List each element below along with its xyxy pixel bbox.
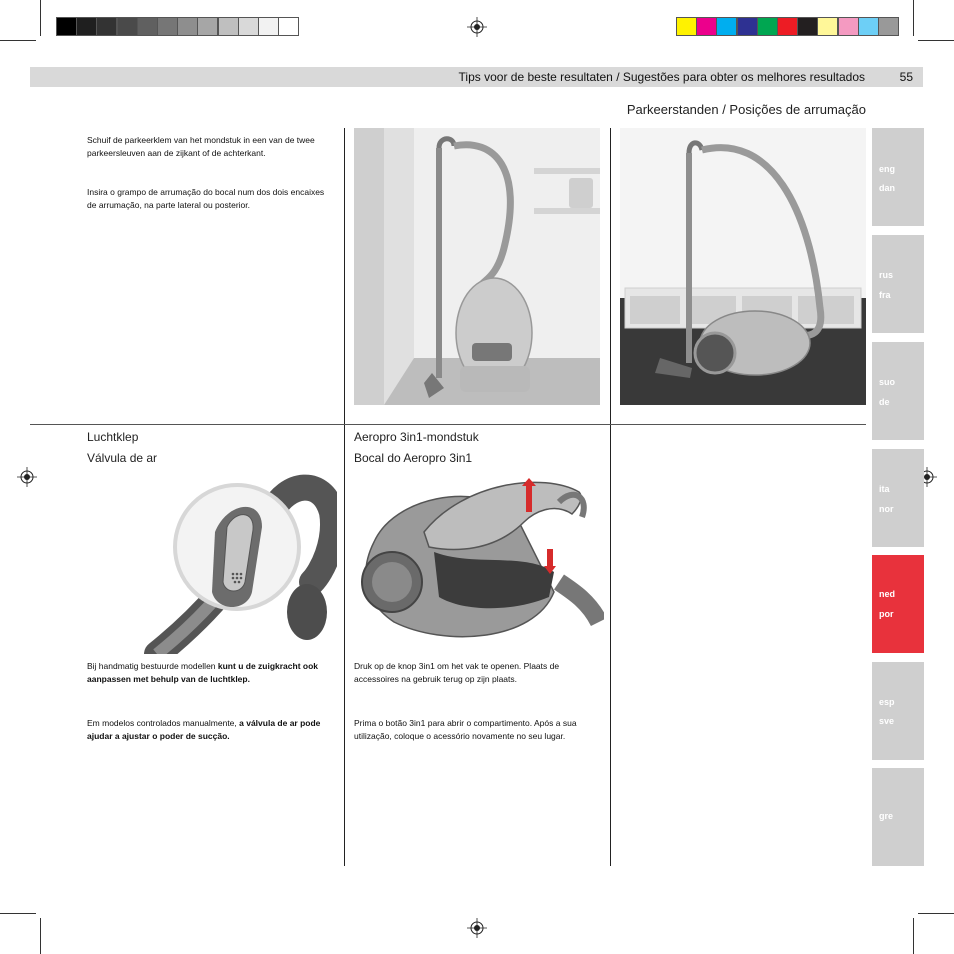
tab-label: por [879, 609, 894, 619]
air-valve-text-pt-plain: Em modelos controlados manualmente, [87, 718, 240, 728]
parking-text-pt: Insira o grampo de arrumação do bocal num dos dois encaixes de arrumação, na parte lateral ou posterior. [87, 187, 325, 210]
gray-swatch [96, 17, 117, 36]
tab-label: fra [879, 290, 891, 300]
color-swatch [716, 17, 737, 36]
air-valve-heading-nl: Luchtklep [87, 430, 139, 444]
air-valve-text-nl-bold: kunt u de zuigkracht ook aanpassen met behulp van de luchtklep. [87, 661, 319, 684]
gray-swatch [278, 17, 299, 36]
aeropro-heading-nl: Aeropro 3in1-mondstuk [354, 430, 479, 444]
crop-mark-tr-v [913, 0, 914, 36]
tab-ned-por[interactable] [872, 555, 924, 653]
page-number: 55 [899, 70, 913, 84]
color-swatch [797, 17, 818, 36]
tab-label: de [879, 397, 890, 407]
air-valve-heading-pt: Válvula de ar [87, 451, 158, 465]
tab-label: gre [879, 811, 894, 821]
tab-suo-de[interactable] [872, 342, 924, 440]
crop-mark-bl-v [40, 918, 41, 954]
color-swatch [878, 17, 899, 36]
tab-label: ned [879, 589, 896, 599]
gray-swatch [56, 17, 77, 36]
tab-label: sve [879, 716, 895, 726]
aeropro-text-pt: Prima o botão 3in1 para abrir o compartimento. Após a sua utilização, coloque o acessório novamente no seu lugar. [354, 718, 577, 741]
tab-esp-sve[interactable] [872, 662, 924, 760]
aeropro-heading-pt: Bocal do Aeropro 3in1 [354, 451, 473, 465]
gray-swatch [117, 17, 138, 36]
header-title: Tips voor de beste resultaten / Sugestões para obter os melhores resultados [458, 70, 865, 84]
parking-text-nl: Schuif de parkeerklem van het mondstuk in een van de twee parkeersleuven aan de zijkant of de achterkant. [87, 135, 315, 158]
row-divider [30, 424, 866, 425]
tab-rus-fra[interactable] [872, 235, 924, 333]
air-valve-text-pt [87, 717, 332, 742]
tab-label: eng [879, 164, 896, 174]
tab-label: nor [879, 504, 894, 514]
tab-gre[interactable] [872, 768, 924, 866]
air-valve-text-nl-plain: Bij handmatig bestuurde modellen [87, 661, 218, 671]
registration-target-icon [467, 918, 487, 938]
crop-mark-br-h [918, 913, 954, 914]
header-bar [30, 67, 923, 87]
illustration-air-valve [87, 472, 337, 654]
color-swatch [737, 17, 758, 36]
tab-label: esp [879, 697, 895, 707]
illustration-aeropro-nozzle [354, 472, 604, 654]
color-swatch [757, 17, 778, 36]
color-swatch [838, 17, 859, 36]
crop-mark-br-v [913, 918, 914, 954]
gray-swatch [177, 17, 198, 36]
gray-swatch [238, 17, 259, 36]
gray-swatch [197, 17, 218, 36]
section-title: Parkeerstanden / Posições de arrumação [626, 102, 866, 117]
aeropro-text-nl: Druk op de knop 3in1 om het vak te openen. Plaats de accessoires na gebruik terug op zijn plaats. [354, 661, 560, 684]
tab-label: dan [879, 183, 896, 193]
gray-swatch [218, 17, 239, 36]
column-divider [610, 128, 611, 866]
gray-swatch [76, 17, 97, 36]
crop-mark-tr-h [918, 40, 954, 41]
crop-mark-tl-v [40, 0, 41, 36]
air-valve-text-pt-bold: a válvula de ar pode ajudar a ajustar o poder de sucção. [87, 718, 321, 741]
gray-swatch [258, 17, 279, 36]
color-swatch [777, 17, 798, 36]
color-swatch [696, 17, 717, 36]
air-valve-text-nl [87, 660, 332, 685]
column-divider [344, 128, 345, 866]
tab-label: rus [879, 270, 894, 280]
color-swatch [858, 17, 879, 36]
tab-label: suo [879, 377, 896, 387]
color-swatch [817, 17, 838, 36]
crop-mark-bl-h [0, 913, 36, 914]
tab-label: ita [879, 484, 890, 494]
color-swatch [676, 17, 697, 36]
photo-vacuum-upright-parked [354, 128, 600, 405]
crop-mark-tl-h [0, 40, 36, 41]
registration-target-icon [467, 17, 487, 37]
gray-swatch [157, 17, 178, 36]
tab-eng-dan[interactable] [872, 128, 924, 226]
gray-swatch [137, 17, 158, 36]
tab-ita-nor[interactable] [872, 449, 924, 547]
registration-target-icon [17, 467, 37, 487]
photo-vacuum-horizontal-parked [620, 128, 866, 405]
